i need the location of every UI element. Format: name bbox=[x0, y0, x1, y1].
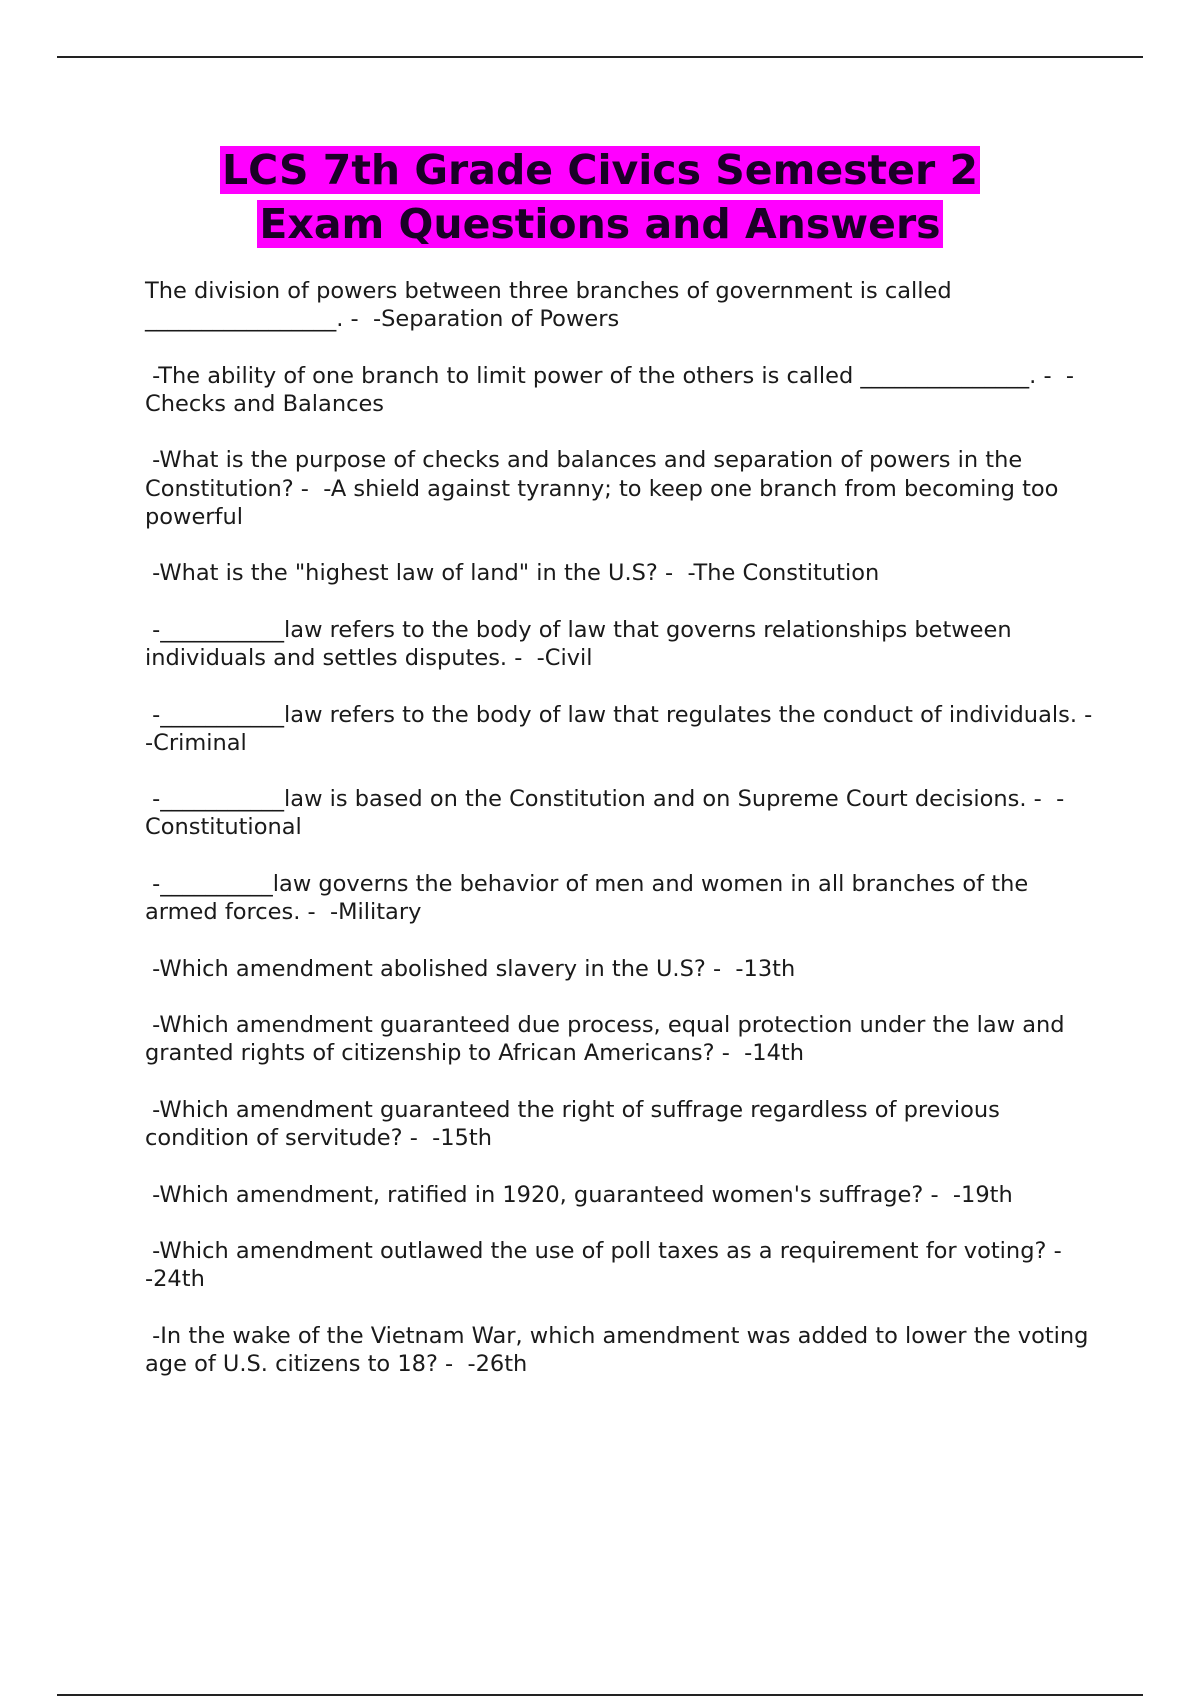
header-rule bbox=[57, 56, 1143, 58]
qa-item: -___________law is based on the Constitution and on Supreme Court decisions. - -Constitutional bbox=[145, 786, 1065, 841]
qa-item: -Which amendment outlawed the use of poll taxes as a requirement for voting? - -24th bbox=[145, 1238, 1077, 1293]
qa-item: -What is the purpose of checks and balances and separation of powers in the Constitution? - -A shield against tyranny; to keep one branch from becoming too powerful bbox=[145, 447, 1066, 530]
qa-item: -Which amendment guaranteed due process, equal protection under the law and granted rights of citizenship to African Americans? - -14th bbox=[145, 1012, 1072, 1067]
qa-item: -Which amendment abolished slavery in the U.S? - -13th bbox=[145, 955, 796, 982]
title-line-1: LCS 7th Grade Civics Semester 2 bbox=[222, 146, 978, 194]
qa-item: -The ability of one branch to limit power of the others is called _______________. - -Checks and Balances bbox=[145, 362, 1075, 417]
qa-item: -In the wake of the Vietnam War, which amendment was added to lower the voting age of U.S. citizens to 18? - -26th bbox=[145, 1322, 1096, 1377]
document-title bbox=[0, 143, 1200, 251]
qa-item: -___________law refers to the body of law that regulates the conduct of individuals. - -Criminal bbox=[145, 701, 1107, 756]
footer-rule bbox=[57, 1694, 1143, 1696]
qa-item: -What is the "highest law of land" in the U.S? - -The Constitution bbox=[145, 560, 880, 587]
qa-item: The division of powers between three branches of government is called _________________. - -Separation of Powers bbox=[145, 278, 959, 333]
qa-item: -__________law governs the behavior of men and women in all branches of the armed forces. - -Military bbox=[145, 870, 1036, 926]
title-line-2: Exam Questions and Answers bbox=[259, 200, 941, 248]
qa-item: -Which amendment, ratified in 1920, guaranteed women's suffrage? - -19th bbox=[145, 1181, 1013, 1208]
qa-item: -Which amendment guaranteed the right of suffrage regardless of previous condition of servitude? - -15th bbox=[145, 1096, 1007, 1152]
qa-item: -___________law refers to the body of law that governs relationships between individuals and settles disputes. - -Civil bbox=[145, 616, 1019, 672]
question-answer-list bbox=[145, 277, 1107, 1406]
